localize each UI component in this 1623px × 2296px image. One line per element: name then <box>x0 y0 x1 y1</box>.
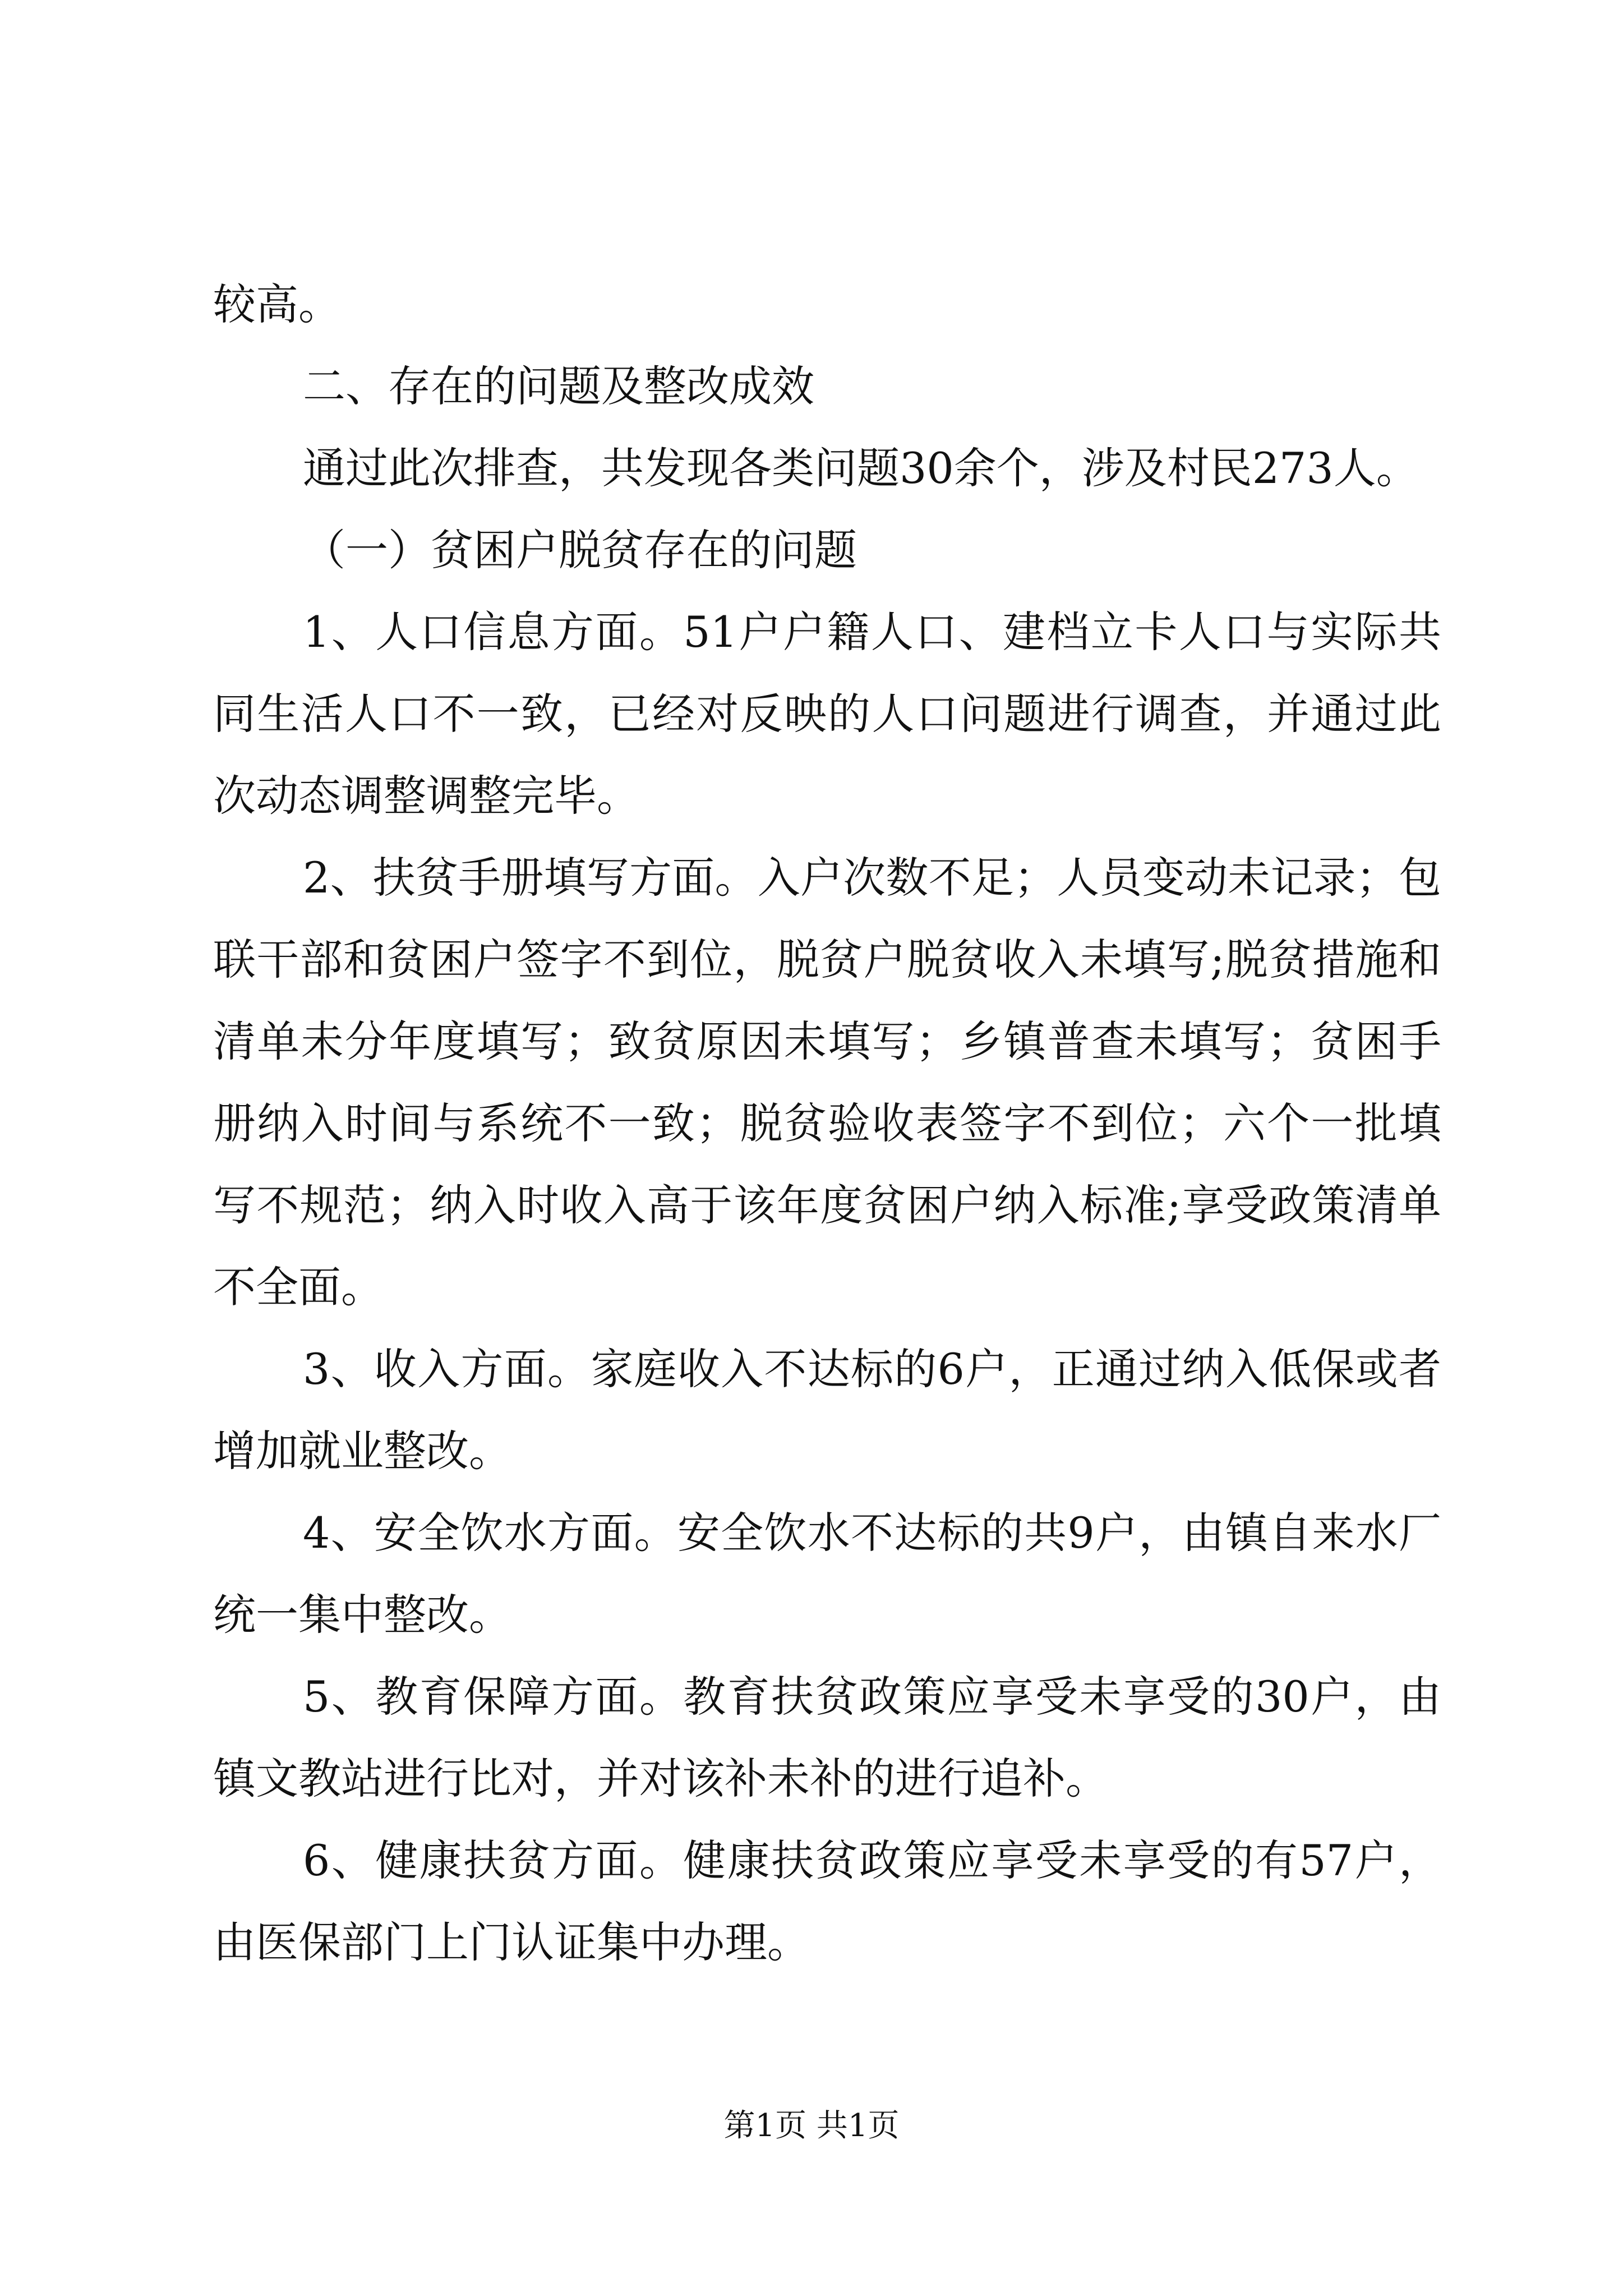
paragraph-handbook-filling: 2、扶贫手册填写方面。入户次数不足；人员变动未记录；包联干部和贫困户签字不到位，脱贫户脱贫收入未填写;脱贫措施和清单未分年度填写；致贫原因未填写；乡镇普查未填写；贫困手册纳入时间与系统不一致；脱贫验收表签字不到位；六个一批填写不规范；纳入时收入高于该年度贫困户纳入标准;享受政策清单不全面。 <box>213 853 1441 1312</box>
section-heading-problems: 二、存在的问题及整改成效 <box>303 361 814 411</box>
paragraph-summary: 通过此次排查，共发现各类问题30余个，涉及村民273人。 <box>303 443 1419 493</box>
subsection-heading-poverty-issues: （一）贫困户脱贫存在的问题 <box>303 525 857 575</box>
paragraph-continuation: 较高。 <box>213 279 341 329</box>
paragraph-education: 5、教育保障方面。教育扶贫政策应享受未享受的30户，由镇文教站进行比对，并对该补未补的进行追补。 <box>213 1672 1441 1803</box>
paragraph-health: 6、健康扶贫方面。健康扶贫政策应享受未享受的有57户，由医保部门上门认证集中办理。 <box>213 1835 1441 1967</box>
page-footer: 第1页 共1页 <box>723 2108 900 2144</box>
paragraph-income: 3、收入方面。家庭收入不达标的6户，正通过纳入低保或者增加就业整改。 <box>213 1344 1441 1476</box>
paragraph-population-info: 1、人口信息方面。51户户籍人口、建档立卡人口与实际共同生活人口不一致，已经对反映的人口问题进行调查，并通过此次动态调整调整完毕。 <box>213 607 1441 821</box>
paragraph-drinking-water: 4、安全饮水方面。安全饮水不达标的共9户，由镇自来水厂统一集中整改。 <box>213 1508 1441 1640</box>
document-body <box>213 264 1441 1984</box>
